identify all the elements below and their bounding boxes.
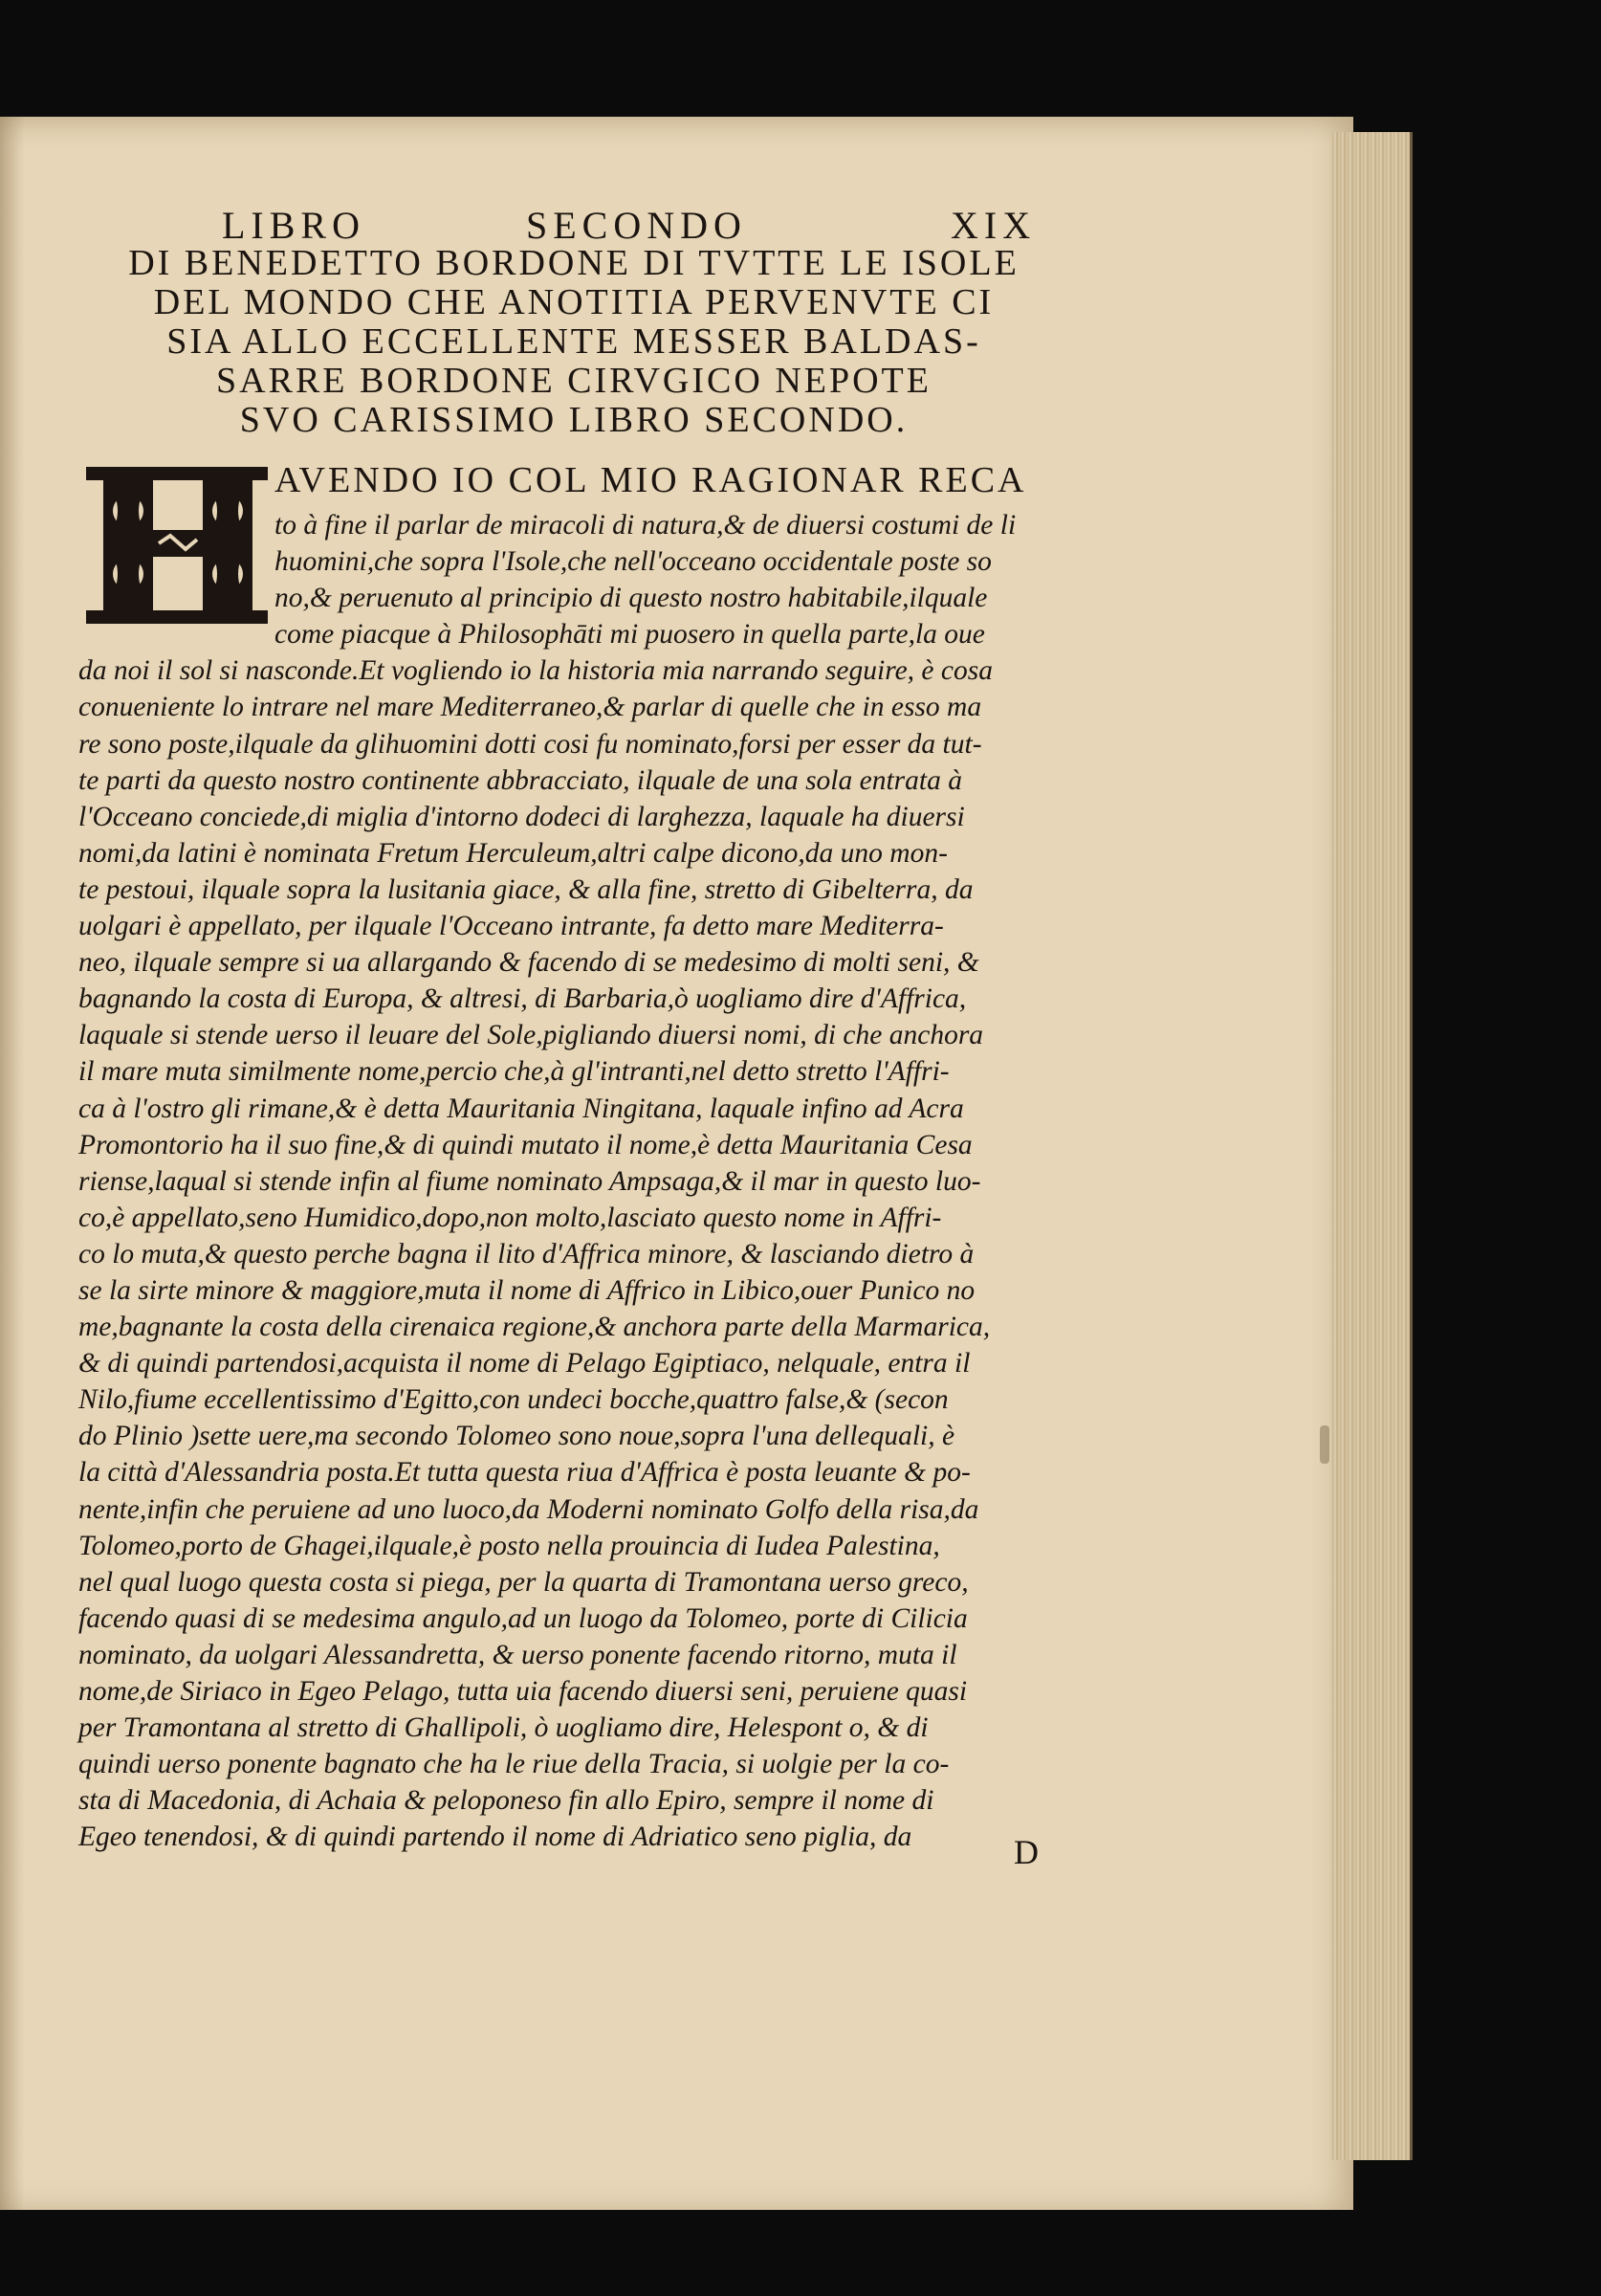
text-line: l'Occeano conciede,di miglia d'intorno dodeci di larghezza, laquale ha diuersi xyxy=(78,801,965,832)
text-line: per Tramontana al stretto di Ghallipoli, ò uogliamo dire, Helespont o, & di xyxy=(78,1712,929,1744)
signature-mark: D xyxy=(1014,1833,1039,1871)
text-line: ca à l'ostro gli rimane,& è detta Mauritania Ningitana, laquale infino ad Acra xyxy=(78,1093,964,1124)
running-head-section: SECONDO xyxy=(526,204,747,247)
text-line: co,è appellato,seno Humidico,dopo,non molto,lasciato questo nome in Affri- xyxy=(78,1202,942,1233)
text-line: nominato, da uolgari Alessandretta, & uerso ponente facendo ritorno, muta il xyxy=(78,1639,957,1670)
text-line: come piacque à Philosophāti mi puosero in quella parte,la oue xyxy=(274,619,985,651)
text-line: no,& peruenuto al principio di questo nostro habitabile,ilquale xyxy=(274,583,988,614)
text-line: re sono poste,ilquale da glihuomini dotti cosi fu nominato,forsi per esser da tut- xyxy=(78,728,982,760)
text-line: il mare muta similmente nome,percio che,à gl'intranti,nel detto stretto l'Affri- xyxy=(78,1056,950,1088)
text-line: laquale si stende uerso il leuare del Sole,pigliando diuersi nomi, di che anchora xyxy=(78,1020,984,1051)
page-edges xyxy=(1331,132,1413,2160)
text-line: Tolomeo,porto de Ghagei,ilquale,è posto nella prouincia di Iudea Palestina, xyxy=(78,1530,940,1561)
text-line: quindi uerso ponente bagnato che ha le riue della Tracia, si uolgie per la co- xyxy=(78,1749,950,1780)
title-line: SIA ALLO ECCELLENTE MESSER BALDAS- xyxy=(166,321,981,362)
text-line: te pestoui, ilquale sopra la lusitania giace, & alla fine, stretto di Gibelterra, da xyxy=(78,873,974,905)
opening-words: AVENDO IO COL MIO RAGIONAR RECA xyxy=(274,460,1027,500)
text-line: do Plinio )sette uere,ma secondo Tolomeo sono noue,sopra l'una dellequali, è xyxy=(78,1421,955,1452)
text-line: la città d'Alessandria posta.Et tutta questa riua d'Affrica è posta leuante & po- xyxy=(78,1457,971,1489)
text-line: facendo quasi di se medesima angulo,ad un luogo da Tolomeo, porte di Cilicia xyxy=(78,1602,968,1634)
text-line: Egeo tenendosi, & di quindi partendo il nome di Adriatico seno piglia, da xyxy=(78,1821,912,1853)
text-line: sta di Macedonia, di Achaia & peloponeso fin allo Epiro, sempre il nome di xyxy=(78,1785,934,1817)
title-line: SARRE BORDONE CIRVGICO NEPOTE xyxy=(216,361,932,401)
page-stain xyxy=(1320,1425,1329,1464)
text-line: se la sirte minore & maggiore,muta il nome di Affrico in Libico,ouer Punico no xyxy=(78,1274,976,1306)
text-line: uolgari è appellato, per ilquale l'Occeano intrante, fa detto mare Mediterra- xyxy=(78,911,944,942)
text-line: te parti da questo nostro continente abbracciato, ilquale de una sola entrata à xyxy=(78,764,962,796)
text-line: neo, ilquale sempre si ua allargando & facendo di se medesimo di molti seni, & xyxy=(78,947,979,979)
body-text xyxy=(78,507,1130,1855)
folio-number: XIX xyxy=(951,204,1037,247)
text-line: nome,de Siriaco in Egeo Pelago, tutta uia facendo diuersi seni, peruiene quasi xyxy=(78,1676,968,1707)
text-line: Promontorio ha il suo fine,& di quindi mutato il nome,è detta Mauritania Cesa xyxy=(78,1129,973,1160)
text-line: nente,infin che peruiene ad uno luoco,da Moderni nominato Golfo della risa,da xyxy=(78,1493,979,1525)
page-gutter-shadow xyxy=(0,117,25,2210)
running-head-book: LIBRO xyxy=(222,204,365,247)
title-line: SVO CARISSIMO LIBRO SECONDO. xyxy=(239,400,909,440)
text-line: nel qual luogo questa costa si piega, per la quarta di Tramontana uerso greco, xyxy=(78,1566,969,1598)
text-line: co lo muta,& questo perche bagna il lito d'Affrica minore, & lasciando dietro à xyxy=(78,1238,975,1269)
text-line: to à fine il parlar de miracoli di natura,& de diuersi costumi de li xyxy=(274,510,1017,541)
chapter-title xyxy=(67,244,1081,440)
text-line: & di quindi partendosi,acquista il nome di Pelago Egiptiaco, nelquale, entra il xyxy=(78,1348,971,1380)
text-line: conueniente lo intrare nel mare Mediterraneo,& parlar di quelle che in esso ma xyxy=(78,692,982,723)
text-line: bagnando la costa di Europa, & altresi, di Barbaria,ò uogliamo dire d'Affrica, xyxy=(78,983,967,1015)
text-line: me,bagnante la costa della cirenaica regione,& anchora parte della Marmarica, xyxy=(78,1312,991,1343)
text-line: huomini,che sopra l'Isole,che nell'occeano occidentale poste so xyxy=(274,546,992,578)
text-line: Nilo,fiume eccellentissimo d'Egitto,con undeci bocche,quattro false,& (secon xyxy=(78,1384,949,1416)
title-line: DEL MONDO CHE ANOTITIA PERVENVTE CI xyxy=(153,282,995,322)
text-line: da noi il sol si nasconde.Et vogliendo io la historia mia narrando seguire, è cosa xyxy=(78,655,993,687)
text-line: riense,laqual si stende infin al fiume nominato Ampsaga,& il mar in questo luo- xyxy=(78,1165,981,1197)
text-line: nomi,da latini è nominata Fretum Herculeum,altri calpe dicono,da uno mon- xyxy=(78,837,948,869)
title-line: DI BENEDETTO BORDONE DI TVTTE LE ISOLE xyxy=(128,243,1020,283)
